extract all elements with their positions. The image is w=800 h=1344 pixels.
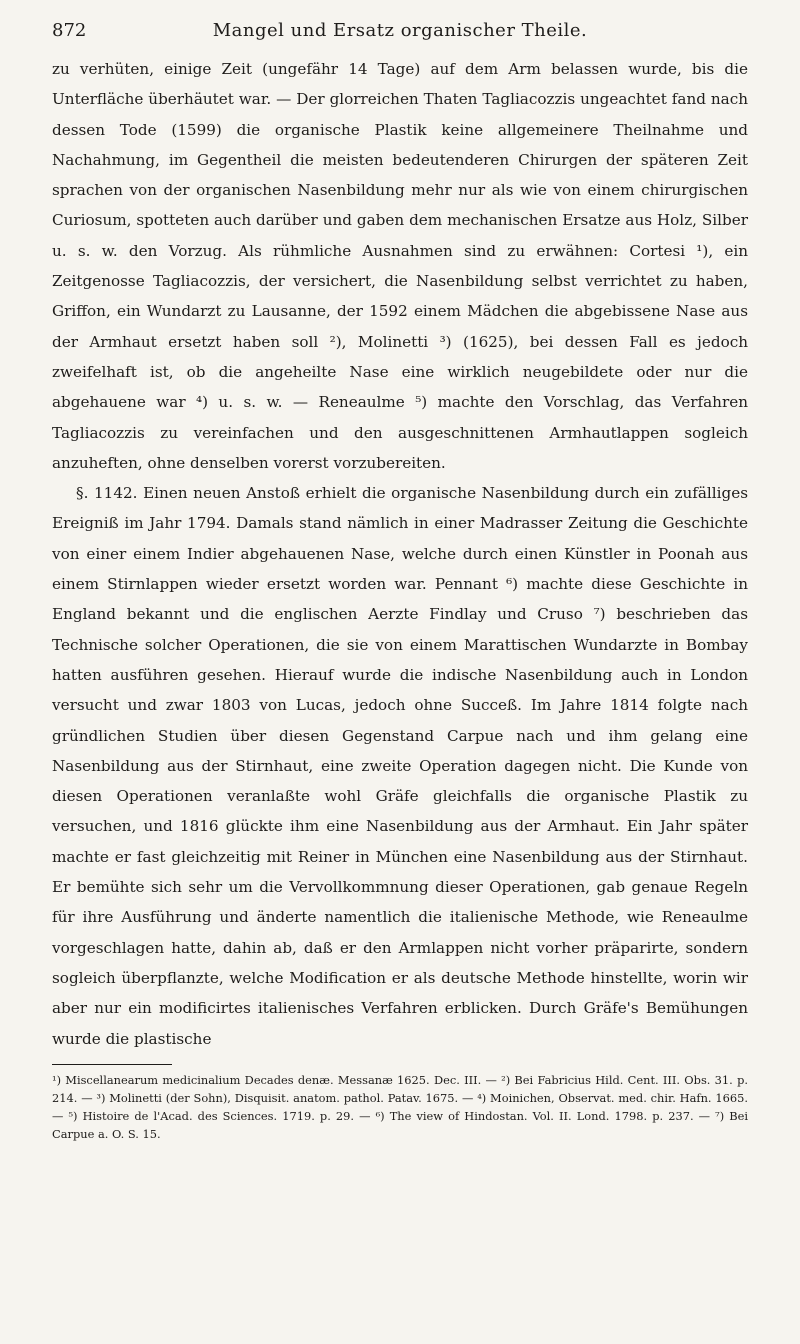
main-text	[52, 54, 748, 1054]
page-number: 872	[52, 20, 87, 41]
footnote-block: ¹) Miscellanearum medicinalium Decades denæ. Messanæ 1625. Dec. III. — ²) Bei Fabricius Hild. Cent. III. Obs. 31. p. 214. — ³) Molinetti (der Sohn), Disquisit. anatom. pathol. Patav. 1675. — ⁴) Moinichen, Observat. med. chir. Hafn. 1665. — ⁵) Histoire de l'Acad. des Sciences. 1719. p. 29. — ⁶) The view of Hindostan. Vol. II. Lond. 1798. p. 237. — ⁷) Bei Carpue a. O. S. 15.	[52, 1072, 748, 1141]
footnotes	[52, 1071, 748, 1143]
footnote-divider	[52, 1064, 172, 1065]
page-header	[52, 20, 748, 54]
running-title: Mangel und Ersatz organischer Theile.	[212, 20, 588, 41]
paragraph-2: §. 1142. Einen neuen Anstoß erhielt die organische Nasenbildung durch ein zufälliges Ereigniß im Jahr 1794. Damals stand nämlich in einer Madrasser Zeitung die Geschichte von einer einem Indier abgehauenen Nase, welche durch einen Künstler in Poonah aus einem Stirnlappen wieder ersetzt worden war. Pennant ⁶) machte diese Geschichte in England bekannt und die englischen Aerzte Findlay und Cruso ⁷) beschrieben das Technische solcher Operationen, die sie von einem Marattischen Wundarzte in Bombay hatten ausführen gesehen. Hierauf wurde die indische Nasenbildung auch in London versucht und zwar 1803 von Lucas, jedoch ohne Succeß. Im Jahre 1814 folgte nach gründlichen Studien über diesen Gegenstand Carpue nach und ihm gelang eine Nasenbildung aus der Stirnhaut, eine zweite Operation dagegen nicht. Die Kunde von diesen Operationen veranlaßte wohl Gräfe gleichfalls die organische Plastik zu versuchen, und 1816 glückte ihm eine Nasenbildung aus der Armhaut. Ein Jahr später machte er fast gleichzeitig mit Reiner in München eine Nasenbildung aus der Stirnhaut. Er bemühte sich sehr um die Vervollkommnung dieser Operationen, gab genaue Regeln für ihre Ausführung und änderte namentlich die italienische Methode, wie Reneaulme vorgeschlagen hatte, dahin ab, daß er den Armlappen nicht vorher präparirte, sondern sogleich überpflanzte, welche Modification er als deutsche Methode hinstellte, worin wir aber nur ein modificirtes italienisches Verfahren erblicken. Durch Gräfe's Bemühungen wurde die plastische	[52, 484, 748, 1048]
paragraph-1: zu verhüten, einige Zeit (ungefähr 14 Tage) auf dem Arm belassen wurde, bis die Unterfläche überhäutet war. — Der glorreichen Thaten Tagliacozzis ungeachtet fand nach dessen Tode (1599) die organische Plastik keine allgemeinere Theilnahme und Nachahmung, im Gegentheil die meisten bedeutenderen Chirurgen der späteren Zeit sprachen von der organischen Nasenbildung mehr nur als wie von einem chirurgischen Curiosum, spotteten auch darüber und gaben dem mechanischen Ersatze aus Holz, Silber u. s. w. den Vorzug. Als rühmliche Ausnahmen sind zu erwähnen: Cortesi ¹), ein Zeitgenosse Tagliacozzis, der versichert, die Nasenbildung selbst verrichtet zu haben, Griffon, ein Wundarzt zu Lausanne, der 1592 einem Mädchen die abgebissene Nase aus der Armhaut ersetzt haben soll ²), Molinetti ³) (1625), bei dessen Fall es jedoch zweifelhaft ist, ob die angeheilte Nase eine wirklich neugebildete oder nur die abgehauene war ⁴) u. s. w. — Reneaulme ⁵) machte den Vorschlag, das Verfahren Tagliacozzis zu vereinfachen und den ausgeschnittenen Armhautlappen sogleich anzuheften, ohne denselben vorerst vorzubereiten.	[52, 60, 748, 472]
